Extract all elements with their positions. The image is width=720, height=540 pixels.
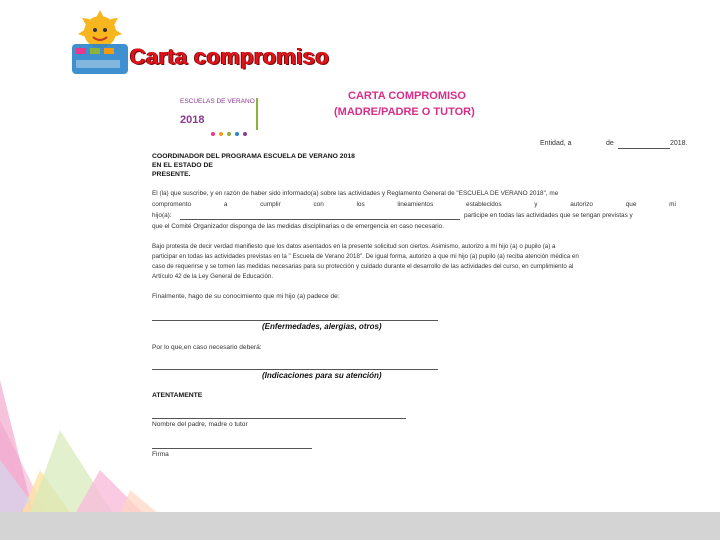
p1-word: y <box>534 201 538 208</box>
brand-divider <box>256 98 258 130</box>
signature-label: Firma <box>152 451 169 458</box>
doc-heading-1: CARTA COMPROMISO <box>348 90 466 102</box>
brand-year: 2018 <box>180 114 205 126</box>
date-de: de <box>606 140 614 147</box>
p2-line1: Bajo protesta de decir verdad manifiesto que los datos asentados en la presente solicitud son ciertos. Asimismo, autorizo a mi hijo (a) o pupilo (a) a <box>152 243 556 250</box>
signature-blank <box>152 448 312 449</box>
diseases-label: (Enfermedades, alergias, otros) <box>262 322 382 331</box>
p1-word: que <box>625 201 637 208</box>
p1-line3-start: hijo(a): <box>152 212 172 219</box>
p1-word: compromento <box>152 201 192 208</box>
brand-title: ESCUELAS DE VERANO <box>180 98 255 105</box>
p1-line1: El (la) que suscribe, y en razón de haber sido informado(a) sobre las actividades y Reglamento General de "ESCUELA DE VERANO 2018", me <box>152 190 559 197</box>
diseases-blank <box>152 320 438 321</box>
addressee-3: PRESENTE. <box>152 171 191 178</box>
p1-word: autorizo <box>570 201 593 208</box>
instructions-blank <box>152 369 438 370</box>
addressee-1: COORDINADOR DEL PROGRAMA ESCUELA DE VERANO 2018 <box>152 153 355 160</box>
parent-name-label: Nombre del padre, madre o tutor <box>152 421 248 428</box>
child-name-blank <box>180 219 460 220</box>
carta-compromiso-document <box>140 84 700 464</box>
sun-logo-icon <box>66 8 132 78</box>
p1-word: a <box>223 201 228 208</box>
brand-dots <box>210 124 255 142</box>
p1-word: cumplir <box>260 201 281 208</box>
date-year: 2018. <box>670 140 688 147</box>
p2-line3: caso de requerirse y se tomen las medidas necesarias para su protección y cuidado durante el desarrollo de las actividades del curso, en cumplimiento al <box>152 263 574 270</box>
p1-word: mi <box>669 201 676 208</box>
slide-title: Carta compromiso <box>130 44 330 69</box>
p1-line4: que el Comité Organizador disponga de las medidas disciplinarias o de emergencia en caso necesario. <box>152 223 445 230</box>
date-blank <box>618 148 670 149</box>
p2-line2: participar en todas las actividades previstas en la " Escuela de Verano 2018". De igual forma, autorizo a que mi hijo (a) pupilo (a) reciba atención médica en <box>152 253 579 260</box>
p1-word: lineamientos <box>397 201 434 208</box>
doc-heading-2: (MADRE/PADRE O TUTOR) <box>334 106 475 118</box>
p1-word: establecidos <box>466 201 502 208</box>
p1-line3-end: participe en todas las actividades que se tengan previstas y <box>464 212 633 219</box>
escuelas-logo <box>66 8 132 78</box>
footer-bar <box>0 512 720 540</box>
p1-word: los <box>356 201 365 208</box>
closing-text: ATENTAMENTE <box>152 392 203 399</box>
p1-line2 <box>152 201 676 208</box>
instructions-label: (Indicaciones para su atención) <box>262 371 382 380</box>
date-entity: Entidad, a <box>540 140 572 147</box>
p3-text: Finalmente, hago de su conocimiento que mi hijo (a) padece de: <box>152 293 340 300</box>
p4-text: Por lo que,en caso necesario deberá: <box>152 344 262 351</box>
p1-word: con <box>313 201 324 208</box>
addressee-2: EN EL ESTADO DE <box>152 162 213 169</box>
parent-name-blank <box>152 418 406 419</box>
p2-line4: Artículo 42 de la Ley General de Educación. <box>152 273 274 280</box>
